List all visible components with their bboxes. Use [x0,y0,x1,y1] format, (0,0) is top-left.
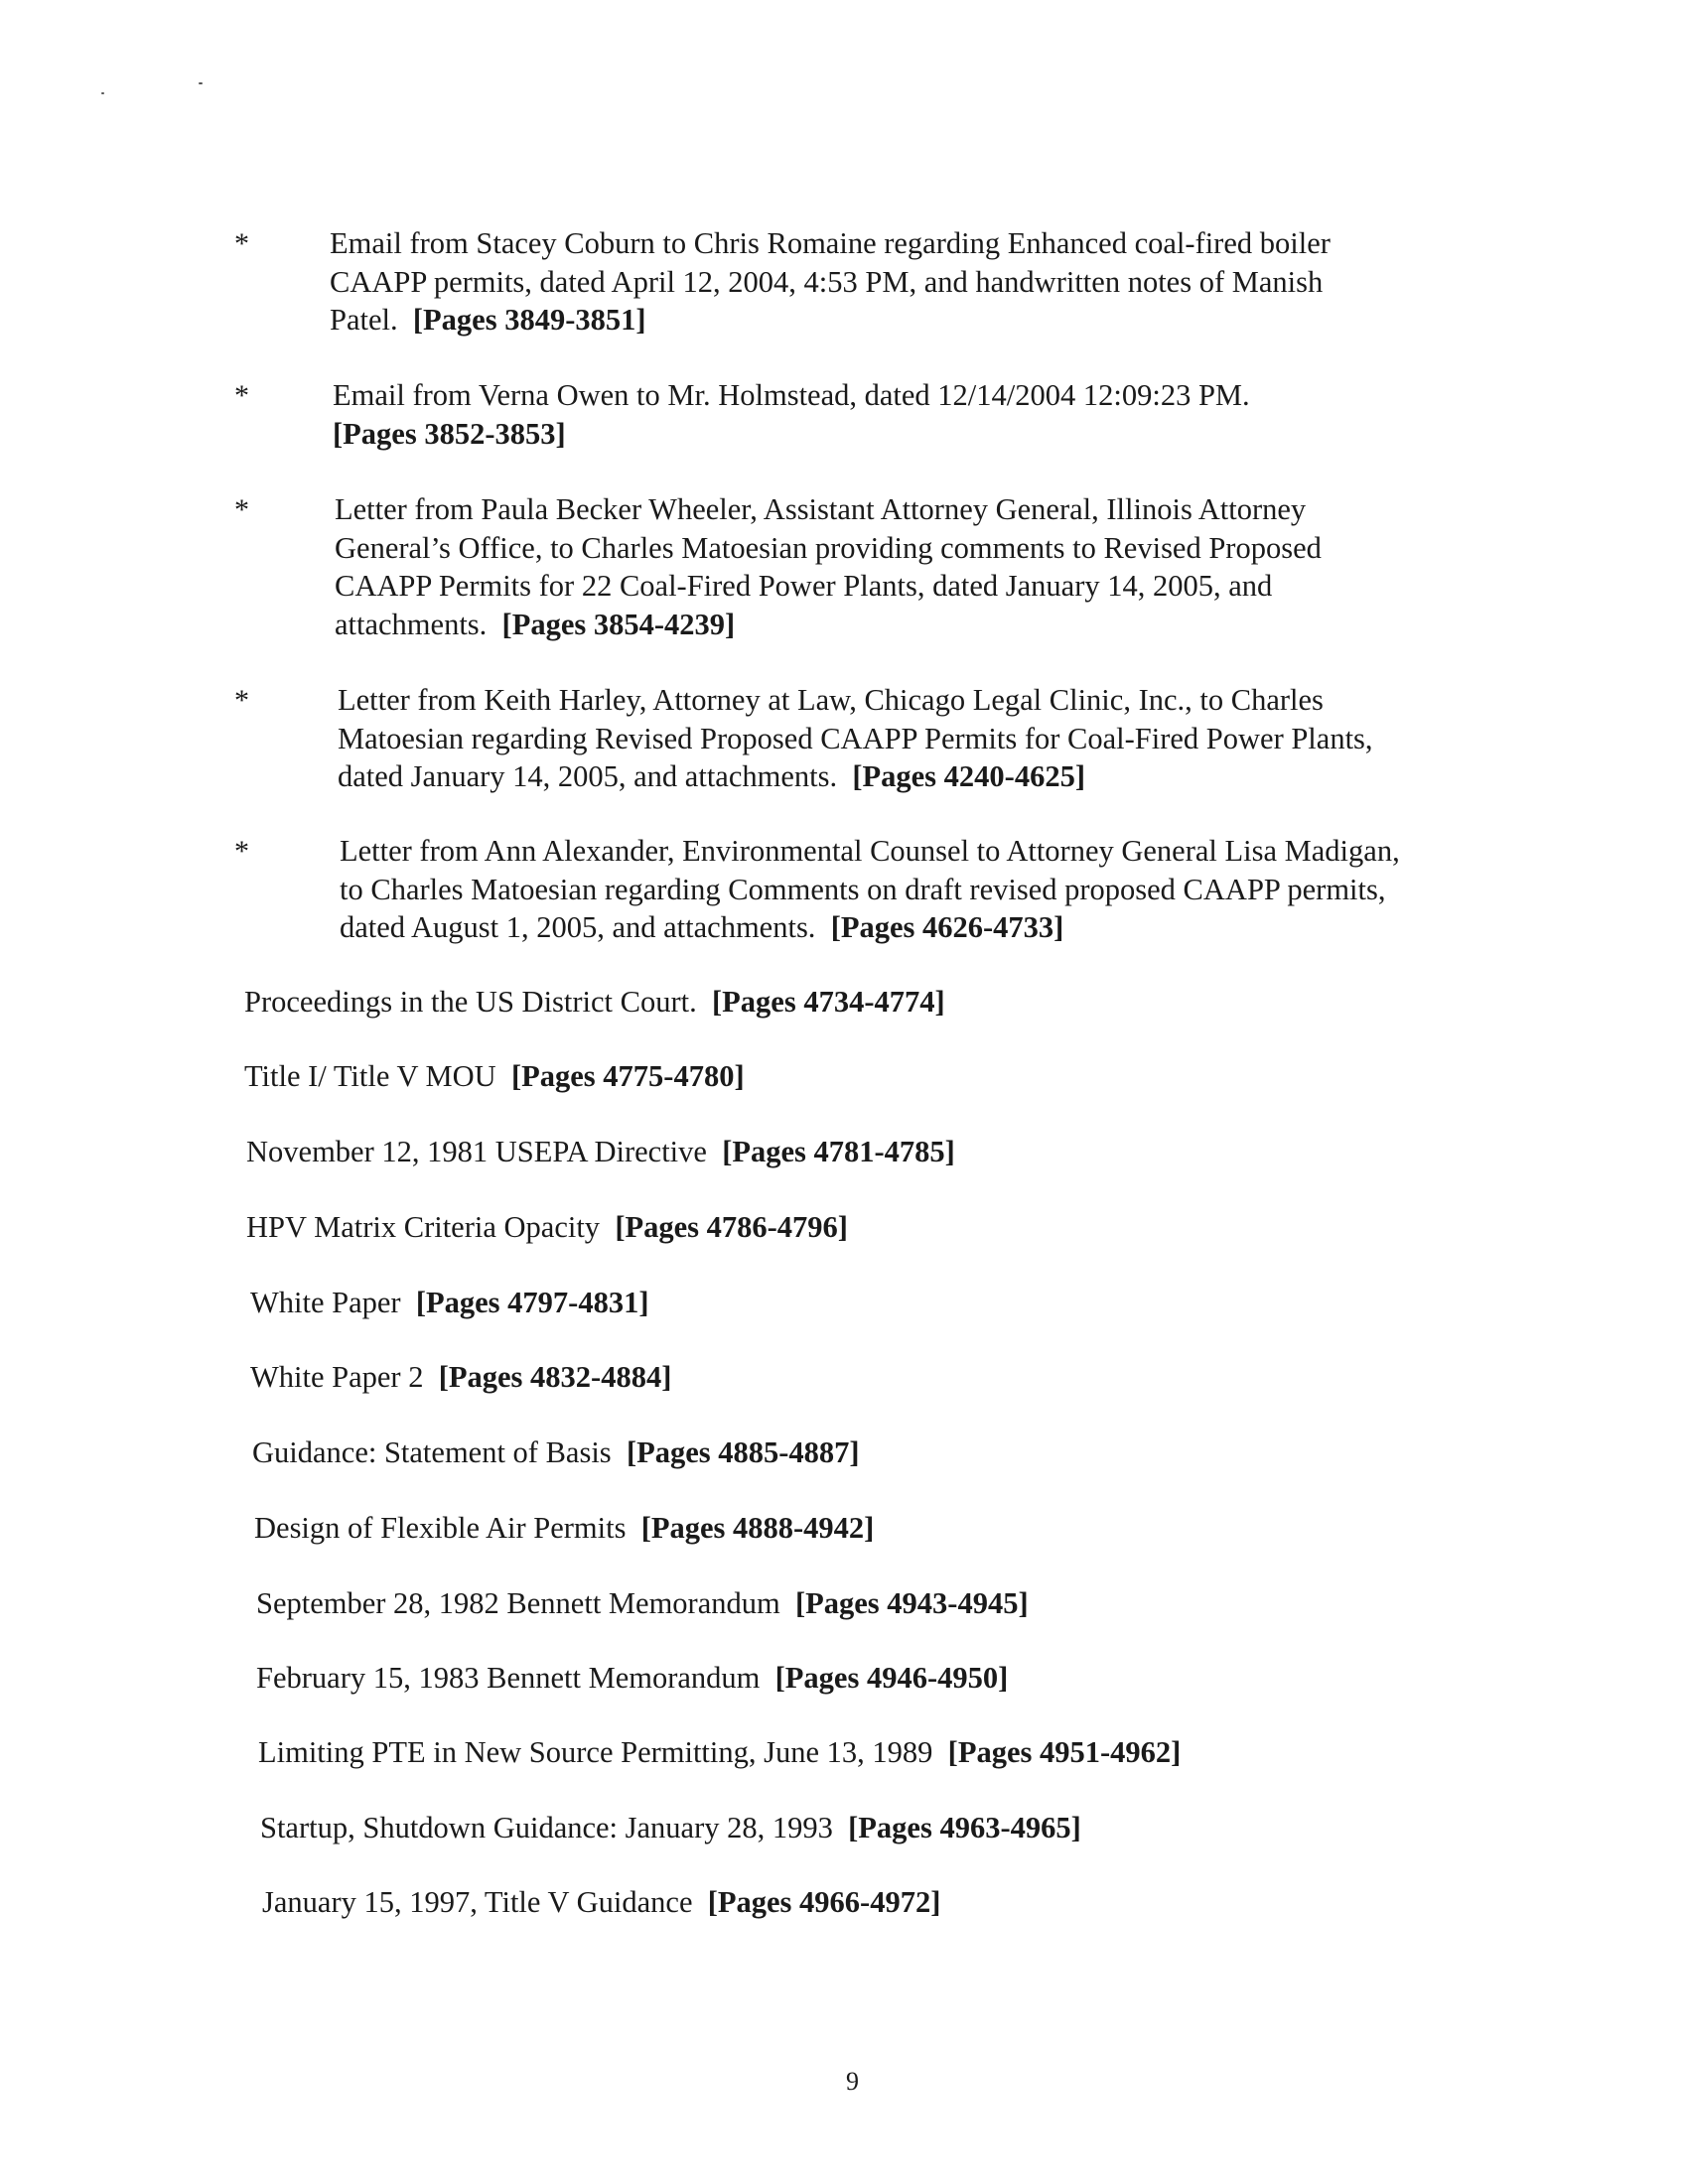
page-range: [Pages 4786-4796] [615,1210,848,1244]
entry-description: Email from Verna Owen to Mr. Holmstead, dated 12/14/2004 12:09:23 PM. [333,378,1250,412]
entry-description: Guidance: Statement of Basis [252,1435,612,1469]
page-range: [Pages 4775-4780] [510,1059,745,1093]
entry-description: Limiting PTE in New Source Permitting, June 13, 1989 [258,1735,933,1769]
page-range: [Pages 3854-4239] [501,607,736,641]
bullet-marker: * [234,493,249,526]
page-range: [Pages 4832-4884] [438,1360,672,1394]
page-range: [Pages 4734-4774] [712,985,945,1019]
page-number: 9 [846,2067,859,2096]
bullet-marker: * [234,227,249,260]
list-item [250,1283,648,1322]
list-item [244,1056,745,1096]
list-item [260,1808,1081,1847]
list-item [244,982,945,1022]
entry-text [338,681,1400,796]
entry-description: Title I/ Title V MOU [244,1059,496,1093]
page-range: [Pages 4963-4965] [848,1811,1081,1844]
page-range: [Pages 4797-4831] [415,1286,649,1319]
page-range: [Pages 4240-4625] [852,759,1085,793]
page-range: [Pages 4888-4942] [640,1511,875,1545]
entry-description: Letter from Paula Becker Wheeler, Assistant Attorney General, Illinois Attorney General’s Office, to Charles Matoesian providing comments to Revised Proposed CAAPP Permits for 22 Coal-Fired Power Plants, dated January 14, 2005, and attachments. [335,492,1322,641]
scan-speck [199,82,203,84]
bullet-marker: * [234,835,249,868]
bullet-marker: * [234,684,249,717]
entry-description: White Paper 2 [250,1360,424,1394]
entry-description: January 15, 1997, Title V Guidance [262,1885,693,1919]
entry-description: Email from Stacey Coburn to Chris Romaine regarding Enhanced coal-fired boiler CAAPP permits, dated April 12, 2004, 4:53 PM, and handwritten notes of Manish Patel. [330,226,1331,337]
page-range: [Pages 4943-4945] [794,1586,1029,1620]
scan-speck [101,92,104,94]
bullet-marker: * [234,379,249,412]
page-range: [Pages 4946-4950] [774,1661,1009,1695]
page-range: [Pages 3849-3851] [412,303,646,337]
entry-description: Startup, Shutdown Guidance: January 28, 1993 [260,1811,833,1844]
list-item [262,1882,940,1922]
list-item [252,1433,860,1472]
entry-description: Proceedings in the US District Court. [244,985,697,1019]
entry-description: September 28, 1982 Bennett Memorandum [256,1586,780,1620]
page-range: [Pages 4951-4962] [947,1735,1182,1769]
entry-description: February 15, 1983 Bennett Memorandum [256,1661,761,1695]
page-range: [Pages 4966-4972] [707,1885,941,1919]
list-item [246,1207,848,1247]
list-item [256,1583,1029,1623]
entry-description: Design of Flexible Air Permits [254,1511,627,1545]
list-item [254,1508,874,1548]
entry-description: White Paper [250,1286,401,1319]
entry-description: Letter from Keith Harley, Attorney at Law, Chicago Legal Clinic, Inc., to Charles Matoesian regarding Revised Proposed CAAPP Permits for Coal-Fired Power Plants, dated January 14, 2005, and attachments. [338,683,1373,793]
entry-description: November 12, 1981 USEPA Directive [246,1135,707,1168]
list-item [256,1658,1008,1698]
list-item [258,1732,1181,1772]
entry-text [333,376,1395,453]
entry-description: Letter from Ann Alexander, Environmental Counsel to Attorney General Lisa Madigan, to Charles Matoesian regarding Comments on draft revised proposed CAAPP permits, dated August 1, 2005, and attachments. [340,834,1400,944]
page-range: [Pages 4885-4887] [626,1435,860,1469]
page-range: [Pages 4781-4785] [722,1135,955,1168]
list-item [246,1132,955,1171]
list-item [250,1357,671,1397]
entry-text [340,832,1402,947]
entry-description: HPV Matrix Criteria Opacity [246,1210,601,1244]
page-range: [Pages 4626-4733] [830,910,1064,944]
entry-text [335,490,1397,643]
page-range: [Pages 3852-3853] [333,416,566,451]
entry-text [330,224,1392,340]
